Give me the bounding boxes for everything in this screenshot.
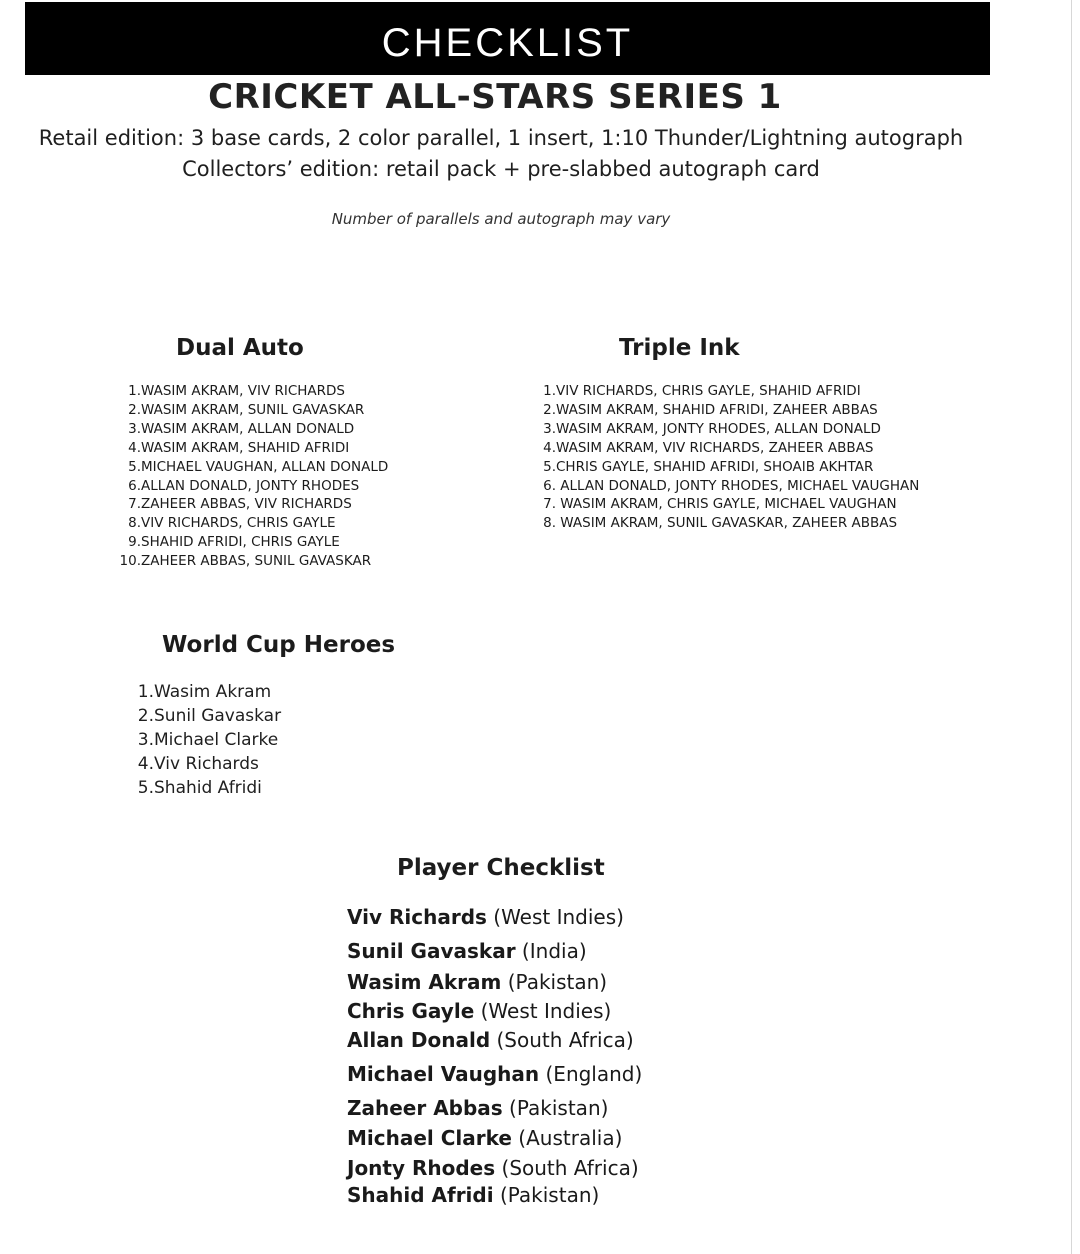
list-item: 6.ALLAN DONALD, JONTY RHODES [128, 477, 360, 494]
world-cup-heroes-heading: World Cup Heroes [162, 632, 396, 658]
list-item: 8.VIV RICHARDS, CHRIS GAYLE [128, 515, 336, 532]
player-row [347, 1094, 608, 1122]
dual-auto-heading: Dual Auto [176, 335, 304, 361]
list-item: 4.Viv Richards [137, 754, 259, 774]
list-item: 3.WASIM AKRAM, ALLAN DONALD [128, 420, 355, 437]
list-item: 10.ZAHEER ABBAS, SUNIL GAVASKAR [119, 553, 372, 570]
player-name: Allan Donald [347, 1028, 491, 1052]
player-name: Viv Richards [347, 905, 487, 929]
list-item: 5.Shahid Afridi [137, 778, 262, 798]
player-name: Zaheer Abbas [347, 1096, 503, 1120]
player-country: (Pakistan) [501, 970, 608, 994]
page-title: CRICKET ALL-STARS SERIES 1 [208, 77, 782, 117]
list-item: 2.Sunil Gavaskar [137, 706, 282, 726]
collectors-edition-line: Collectors’ edition: retail pack + pre-slabbed autograph card [182, 157, 820, 181]
triple-ink-list [540, 382, 919, 533]
list-item: 1.VIV RICHARDS, CHRIS GAYLE, SHAHID AFRIDI [543, 383, 861, 399]
player-name: Wasim Akram [347, 970, 502, 994]
player-country: (West Indies) [486, 905, 624, 929]
list-item: 6. ALLAN DONALD, JONTY RHODES, MICHAEL VAUGHAN [543, 477, 920, 494]
player-name: Michael Vaughan [347, 1062, 540, 1086]
triple-ink-heading: Triple Ink [619, 335, 740, 361]
list-item: 9.SHAHID AFRIDI, CHRIS GAYLE [128, 534, 340, 551]
list-item: 5.MICHAEL VAUGHAN, ALLAN DONALD [128, 458, 389, 475]
player-row [347, 937, 587, 965]
world-cup-heroes-list [130, 680, 281, 800]
list-item: 1.Wasim Akram [137, 682, 272, 702]
list-item: 5.CHRIS GAYLE, SHAHID AFRIDI, SHOAIB AKHTAR [543, 458, 874, 475]
player-checklist-heading: Player Checklist [397, 855, 605, 881]
list-item: 7.ZAHEER ABBAS, VIV RICHARDS [128, 496, 352, 513]
player-row [347, 997, 611, 1025]
list-item: 4.WASIM AKRAM, SHAHID AFRIDI [128, 439, 350, 456]
player-country: (West Indies) [474, 999, 612, 1023]
player-name: Jonty Rhodes [347, 1156, 496, 1180]
dual-auto-list [116, 382, 388, 571]
player-country: (India) [515, 939, 587, 963]
player-name: Chris Gayle [347, 999, 475, 1023]
checklist-banner: CHECKLIST [25, 2, 990, 75]
parallels-note: Number of parallels and autograph may vary [331, 210, 671, 228]
player-country: (South Africa) [490, 1028, 634, 1052]
player-row [347, 1124, 622, 1152]
player-row [347, 1026, 634, 1054]
player-country: (South Africa) [495, 1156, 639, 1180]
player-row [347, 1181, 599, 1209]
player-name: Shahid Afridi [347, 1183, 494, 1207]
player-country: (Pakistan) [493, 1183, 600, 1207]
player-row [347, 1060, 642, 1088]
player-country: (Australia) [511, 1126, 623, 1150]
retail-edition-line: Retail edition: 3 base cards, 2 color parallel, 1 insert, 1:10 Thunder/Lightning autograph [38, 126, 964, 150]
list-item: 7. WASIM AKRAM, CHRIS GAYLE, MICHAEL VAUGHAN [543, 496, 897, 513]
player-country: (England) [539, 1062, 643, 1086]
list-item: 3.Michael Clarke [137, 730, 279, 750]
list-item: 1.WASIM AKRAM, VIV RICHARDS [128, 383, 345, 399]
player-row [347, 1154, 639, 1182]
list-item: 2.WASIM AKRAM, SHAHID AFRIDI, ZAHEER ABBAS [543, 401, 878, 418]
player-row [347, 968, 607, 996]
list-item: 4.WASIM AKRAM, VIV RICHARDS, ZAHEER ABBAS [543, 439, 874, 456]
player-row [347, 903, 624, 931]
player-country: (Pakistan) [502, 1096, 609, 1120]
page-edge-divider [1071, 0, 1072, 1254]
player-name: Michael Clarke [347, 1126, 512, 1150]
list-item: 8. WASIM AKRAM, SUNIL GAVASKAR, ZAHEER ABBAS [543, 515, 898, 532]
list-item: 3.WASIM AKRAM, JONTY RHODES, ALLAN DONALD [543, 420, 881, 437]
player-name: Sunil Gavaskar [347, 939, 516, 963]
list-item: 2.WASIM AKRAM, SUNIL GAVASKAR [128, 401, 365, 418]
